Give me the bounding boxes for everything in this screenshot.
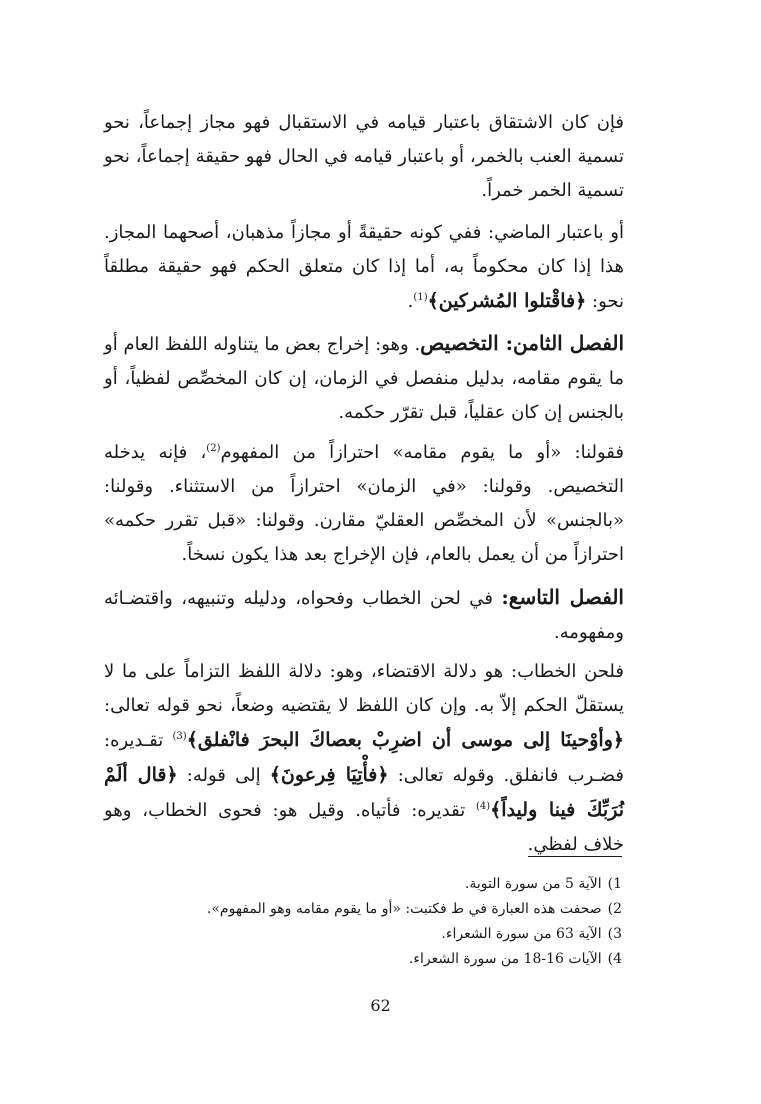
footnote-4-text: الآيات 16-18 من سورة الشعراء. xyxy=(408,951,602,967)
paragraph-1 xyxy=(104,106,624,208)
paragraph-6-text-a: فلحن الخطاب: هو دلالة الاقتضاء، وهو: دلالة اللفظ التزاماً على ما لا يستقلّ الحكم إلاّ به. وإن كان اللفظ لا يقتضيه وضعاً، نحو قوله تعالى: xyxy=(104,661,624,716)
paragraph-1-text: فإن كان الاشتقاق باعتبار قيامه في الاستقبال فهو مجاز إجماعاً، نحو تسمية العنب بالخمر، أو باعتبار قيامه في الحال فهو حقيقة إجماعاً، نحو تسمية الخمر خمراً. xyxy=(104,112,624,201)
footnotes xyxy=(206,872,622,972)
paragraph-4-text-b: ، فإنه يدخله التخصيص. وقولنا: «في الزمان» احترازاً من الاستثناء. وقولنا: «بالجنس» لأن المخصِّص العقليّ مقارن. وقولنا: «قبل تقرر حكمه» احترازاً من أن يعمل بالعام، فإن الإخراج بعد هذا يكون نسخاً. xyxy=(104,442,624,565)
paragraph-2-text-b: . xyxy=(407,291,414,312)
page-number: 62 xyxy=(370,996,391,1015)
footnote-ref-4[interactable]: (4) xyxy=(475,801,491,812)
quran-quote: ﴿فاقْتلوا المُشركين﴾ xyxy=(427,290,587,312)
footnote-1-number: 1) xyxy=(607,876,622,892)
section-9-heading: الفصل التاسع: xyxy=(501,585,624,609)
section-8 xyxy=(104,326,624,430)
paragraph-6-text-d: تقديره: فأتياه. وقيل هو: فحوى الخطاب، وهو خلاف لفظي. xyxy=(104,800,624,855)
footnote-2-number: 2) xyxy=(607,901,622,917)
paragraph-4-text-a: فقولنا: «أو ما يقوم مقامه» احترازاً من المفهوم xyxy=(220,442,625,463)
footnote-3-text: الآية 63 من سورة الشعراء. xyxy=(441,926,602,942)
section-8-heading: الفصل الثامن: التخصيص xyxy=(420,331,624,355)
footnote-separator xyxy=(528,856,622,857)
footnote-3 xyxy=(260,922,622,947)
quran-quote-1: ﴿وأوْحينَا إلى موسى أن اضرِبْ بعصاكَ البحرَ فانْفلق﴾ xyxy=(186,729,625,751)
paragraph-6 xyxy=(104,655,624,862)
footnote-ref-2[interactable]: (2) xyxy=(206,443,221,454)
paragraph-6-text-b: تقـديره: فضـرب فانفلق. وقوله تعالى: xyxy=(104,730,625,786)
footnote-ref-1[interactable]: (1) xyxy=(413,292,428,303)
footnote-2-text: صحفت هذه العبارة في ط فكتبت: «أو ما يقوم مقامه وهو المفهوم». xyxy=(206,901,602,917)
paragraph-4 xyxy=(104,436,624,572)
paragraph-2 xyxy=(104,216,624,319)
footnote-4-number: 4) xyxy=(607,951,622,967)
quran-quote-2: ﴿فأْتِيَا فِرعونَ﴾ xyxy=(269,764,389,786)
section-8-text: . وهو: إخراج بعض ما يتناوله اللفظ العام أو ما يقوم مقامه، بدليل منفصل في الزمان، إن كان المخصِّص لفظياً، أو بالجنس إن كان عقلياً، قبل تقرّر حكمه. xyxy=(104,334,624,423)
section-9-text: في لحن الخطاب وفحواه، ودليله وتنبيهه، واقتضـائه ومفهومه. xyxy=(104,588,624,643)
footnote-ref-3[interactable]: (3) xyxy=(172,731,187,742)
paragraph-2-text-a: أو باعتبار الماضي: ففي كونه حقيقةً أو مجازاً مذهبان، أصحهما المجاز. هذا إذا كان محكوماً به، أما إذا كان متعلق الحكم فهو حقيقة مطلقاً نحو: xyxy=(104,222,624,312)
paragraph-6-text-c: إلى قوله: xyxy=(177,765,270,786)
footnote-1 xyxy=(260,872,622,897)
section-9 xyxy=(104,580,624,650)
quran-quote-3: ﴿قال ألَمْ نُرَبِّكَ فينا وليداً﴾ xyxy=(104,764,624,821)
footnote-2 xyxy=(206,897,622,922)
footnote-1-text: الآية 5 من سورة التوبة. xyxy=(464,876,602,892)
footnote-3-number: 3) xyxy=(607,926,622,942)
footnote-4 xyxy=(260,947,622,972)
